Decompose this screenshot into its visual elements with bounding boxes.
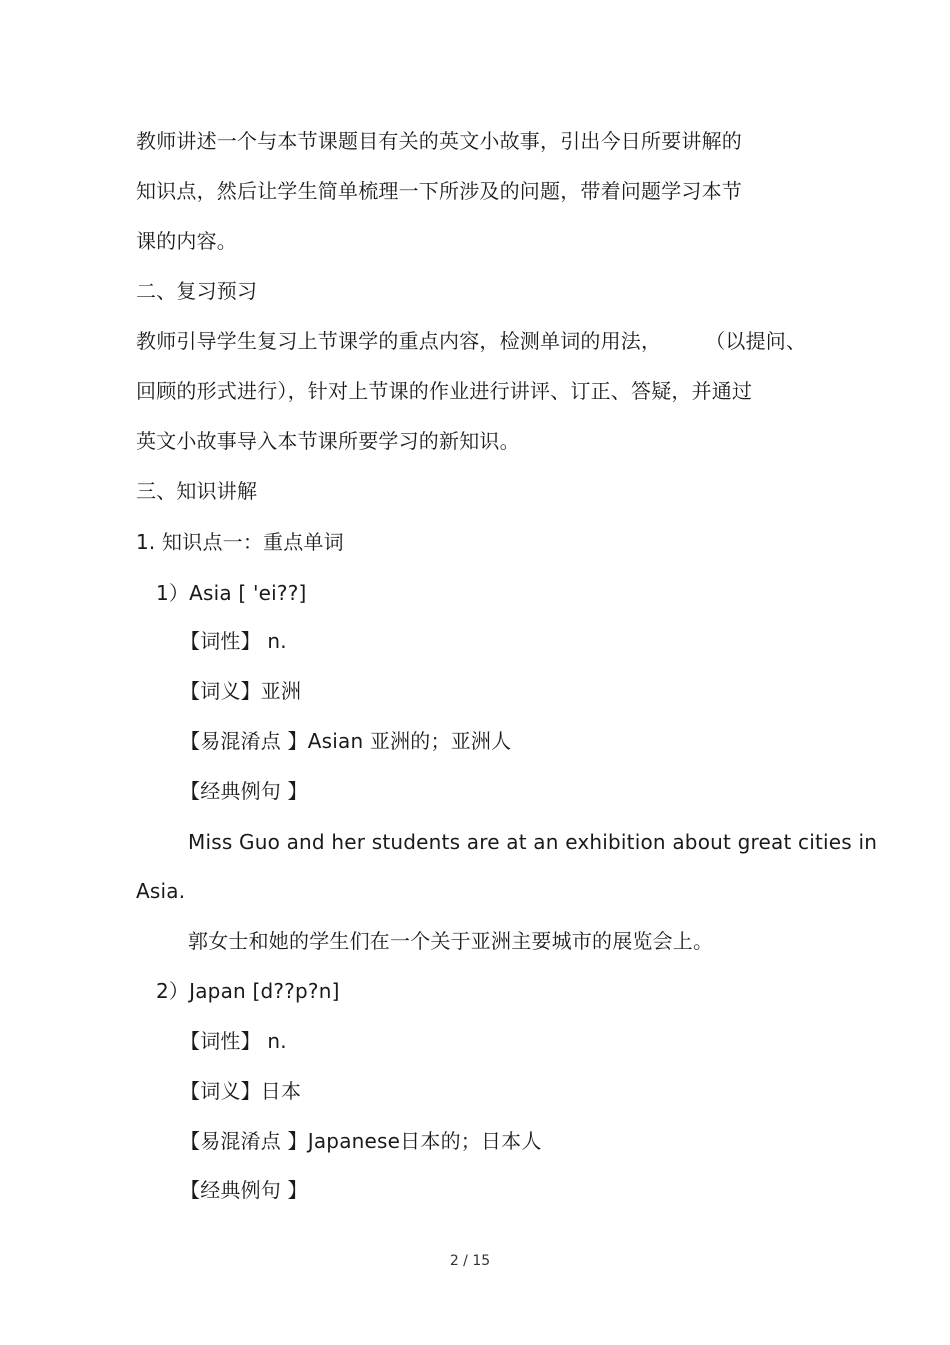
- review-line-1-tail: （以提问、: [705, 329, 807, 353]
- intro-line-3: 课的内容。: [136, 229, 237, 253]
- word-1-title: 1）Asia [ 'ei??]: [156, 581, 307, 605]
- word-1-example-en-1: Miss Guo and her students are at an exhibition about great cities in: [188, 830, 878, 854]
- word-1-example-label: 【经典例句 】: [180, 779, 308, 803]
- word-1-example-en-2: Asia.: [136, 879, 186, 903]
- section-heading-review: 二、复习预习: [136, 279, 258, 303]
- review-line-1-text: 教师引导学生复习上节课学的重点内容，检测单词的用法，: [136, 329, 662, 353]
- section-heading-knowledge: 三、知识讲解: [136, 479, 258, 503]
- word-2-title: 2）Japan [d??p?n]: [156, 979, 340, 1003]
- review-line-1: [136, 328, 806, 354]
- knowledge-point-1: 1. 知识点一：重点单词: [136, 530, 344, 554]
- word-2-confusable: 【易混淆点 】Japanese日本的；日本人: [180, 1129, 542, 1153]
- word-2-pos: 【词性】 n.: [180, 1029, 287, 1053]
- intro-line-1: 教师讲述一个与本节课题目有关的英文小故事，引出今日所要讲解的: [136, 129, 742, 153]
- review-line-2: 回顾的形式进行），针对上节课的作业进行讲评、订正、答疑，并通过: [136, 379, 753, 403]
- word-1-example-zh: 郭女士和她的学生们在一个关于亚洲主要城市的展览会上。: [188, 929, 714, 953]
- page-number: 2 / 15: [449, 1253, 491, 1269]
- intro-line-2: 知识点，然后让学生简单梳理一下所涉及的问题，带着问题学习本节: [136, 179, 742, 203]
- review-line-3: 英文小故事导入本节课所要学习的新知识。: [136, 429, 520, 453]
- word-1-confusable: 【易混淆点 】Asian 亚洲的；亚洲人: [180, 729, 512, 753]
- word-2-example-label: 【经典例句 】: [180, 1178, 308, 1202]
- word-1-pos: 【词性】 n.: [180, 629, 287, 653]
- word-1-meaning: 【词义】亚洲: [180, 679, 302, 703]
- word-2-meaning: 【词义】日本: [180, 1079, 302, 1103]
